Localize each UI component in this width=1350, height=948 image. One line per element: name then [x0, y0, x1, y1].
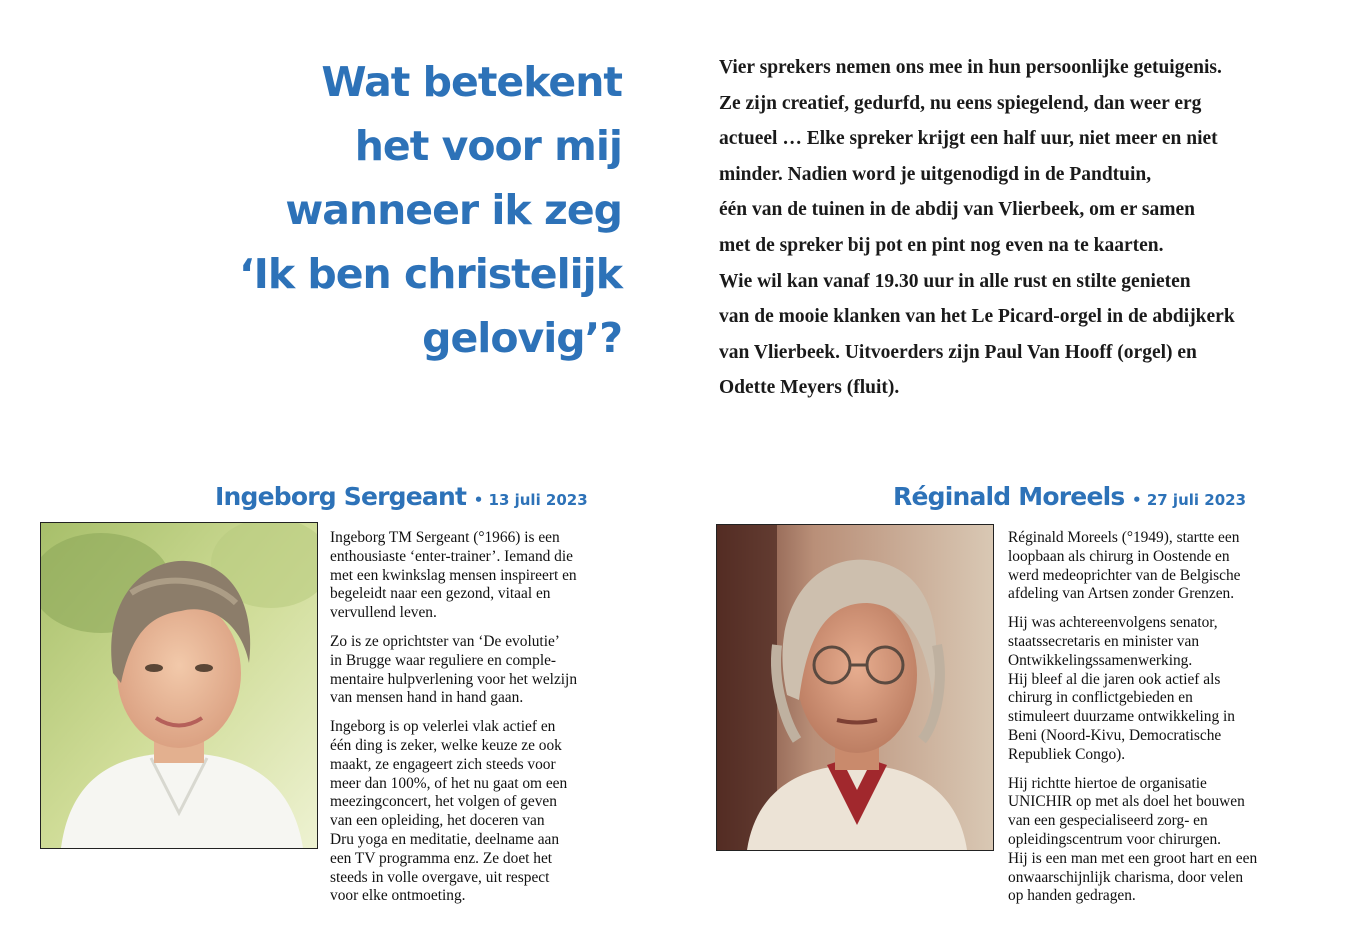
bio-line: meer dan 100%, of het nu gaat om een — [330, 774, 568, 792]
intro-line: minder. Nadien word je uitgenodigd in de Pandtuin, — [719, 163, 1152, 185]
speaker-photo — [40, 522, 318, 849]
speaker-heading — [893, 482, 1246, 511]
bio-line: Ontwikkelingssamenwerking. — [1008, 651, 1193, 669]
bio-line: UNICHIR op met als doel het bouwen — [1008, 793, 1245, 811]
bio-line: maakt, ze engageert zich steeds voor — [330, 755, 556, 773]
headline-line: Wat betekent — [321, 58, 622, 106]
bio-line: van een gespecialiseerd zorg- en — [1008, 812, 1208, 830]
headline-line: gelovig’? — [422, 314, 622, 362]
speaker-bio — [1008, 519, 1338, 916]
speaker-heading — [215, 482, 588, 511]
bio-line: vervullend leven. — [330, 604, 437, 622]
intro-line: van de mooie klanken van het Le Picard-orgel in de abdijkerk — [719, 306, 1235, 328]
bio-line: één ding is zeker, welke keuze ze ook — [330, 736, 562, 754]
speaker-photo — [716, 524, 994, 851]
bio-line: Réginald Moreels (°1949), startte een — [1008, 529, 1240, 546]
intro-line: één van de tuinen in de abdij van Vlierbeek, om er samen — [719, 199, 1195, 221]
bio-line: in Brugge waar reguliere en comple- — [330, 651, 557, 669]
intro-line: Wie wil kan vanaf 19.30 uur in alle rust en stilte genieten — [719, 270, 1191, 292]
speaker-bio — [330, 519, 640, 916]
bio-line: Ingeborg TM Sergeant (°1966) is een — [330, 529, 560, 546]
speaker-date: • 13 juli 2023 — [473, 491, 588, 509]
bio-line: Republiek Congo). — [1008, 745, 1126, 763]
bio-line: met een kwinkslag mensen inspireert en — [330, 566, 577, 584]
bio-line: Dru yoga en meditatie, deelname aan — [330, 830, 560, 848]
bio-line: van een opleiding, het doceren van — [330, 812, 545, 830]
bio-line: Hij is een man met een groot hart en een — [1008, 849, 1258, 867]
intro-line: actueel … Elke spreker krijgt een half uur, niet meer en niet — [719, 128, 1218, 150]
bio-line: een TV programma enz. Ze doet het — [330, 849, 553, 867]
intro-line: met de spreker bij pot en pint nog even na te kaarten. — [719, 234, 1164, 256]
bio-line: loopbaan als chirurg in Oostende en — [1008, 547, 1230, 565]
intro-line: van Vlierbeek. Uitvoerders zijn Paul Van Hooff (orgel) en — [719, 341, 1197, 363]
headline-line: wanneer ik zeg — [285, 186, 622, 234]
bio-line: opleidingscentrum voor chirurgen. — [1008, 830, 1221, 848]
speaker-name: Réginald Moreels — [893, 482, 1125, 511]
headline-line: ‘Ik ben christelijk — [239, 250, 622, 298]
bio-line: van mensen hand in hand gaan. — [330, 689, 524, 707]
bio-line: Ingeborg is op velerlei vlak actief en — [330, 718, 556, 736]
intro-text — [719, 50, 1319, 406]
bio-line: meezingconcert, het volgen of geven — [330, 793, 557, 811]
intro-line: Ze zijn creatief, gedurfd, nu eens spiegelend, dan weer erg — [719, 92, 1202, 114]
bio-line: enthousiaste ‘enter-trainer’. Iemand die — [330, 547, 573, 565]
intro-line: Odette Meyers (fluit). — [719, 377, 900, 399]
headline — [200, 50, 622, 370]
speaker-date: • 27 juli 2023 — [1132, 491, 1247, 509]
bio-line: afdeling van Artsen zonder Grenzen. — [1008, 585, 1235, 603]
bio-line: voor elke ontmoeting. — [330, 887, 466, 905]
bio-line: Zo is ze oprichtster van ‘De evolutie’ — [330, 632, 560, 650]
headline-line: het voor mij — [354, 122, 622, 170]
bio-line: op handen gedragen. — [1008, 887, 1136, 905]
bio-line: steeds in volle overgave, uit respect — [330, 868, 550, 886]
bio-line: Hij bleef al die jaren ook actief als — [1008, 670, 1221, 688]
bio-line: onwaarschijnlijk charisma, door velen — [1008, 868, 1244, 886]
bio-line: Hij richtte hiertoe de organisatie — [1008, 774, 1207, 792]
bio-line: begeleidt naar een gezond, vitaal en — [330, 585, 551, 603]
speaker-name: Ingeborg Sergeant — [215, 482, 467, 511]
bio-line: Beni (Noord-Kivu, Democratische — [1008, 726, 1222, 744]
bio-line: werd medeoprichter van de Belgische — [1008, 566, 1241, 584]
bio-line: stimuleert duurzame ontwikkeling in — [1008, 708, 1235, 726]
bio-line: staatssecretaris en minister van — [1008, 632, 1200, 650]
intro-line: Vier sprekers nemen ons mee in hun persoonlijke getuigenis. — [719, 57, 1222, 78]
bio-line: Hij was achtereenvolgens senator, — [1008, 614, 1218, 632]
bio-line: chirurg in conflictgebieden en — [1008, 689, 1193, 707]
bio-line: mentaire hulpverlening voor het welzijn — [330, 670, 578, 688]
